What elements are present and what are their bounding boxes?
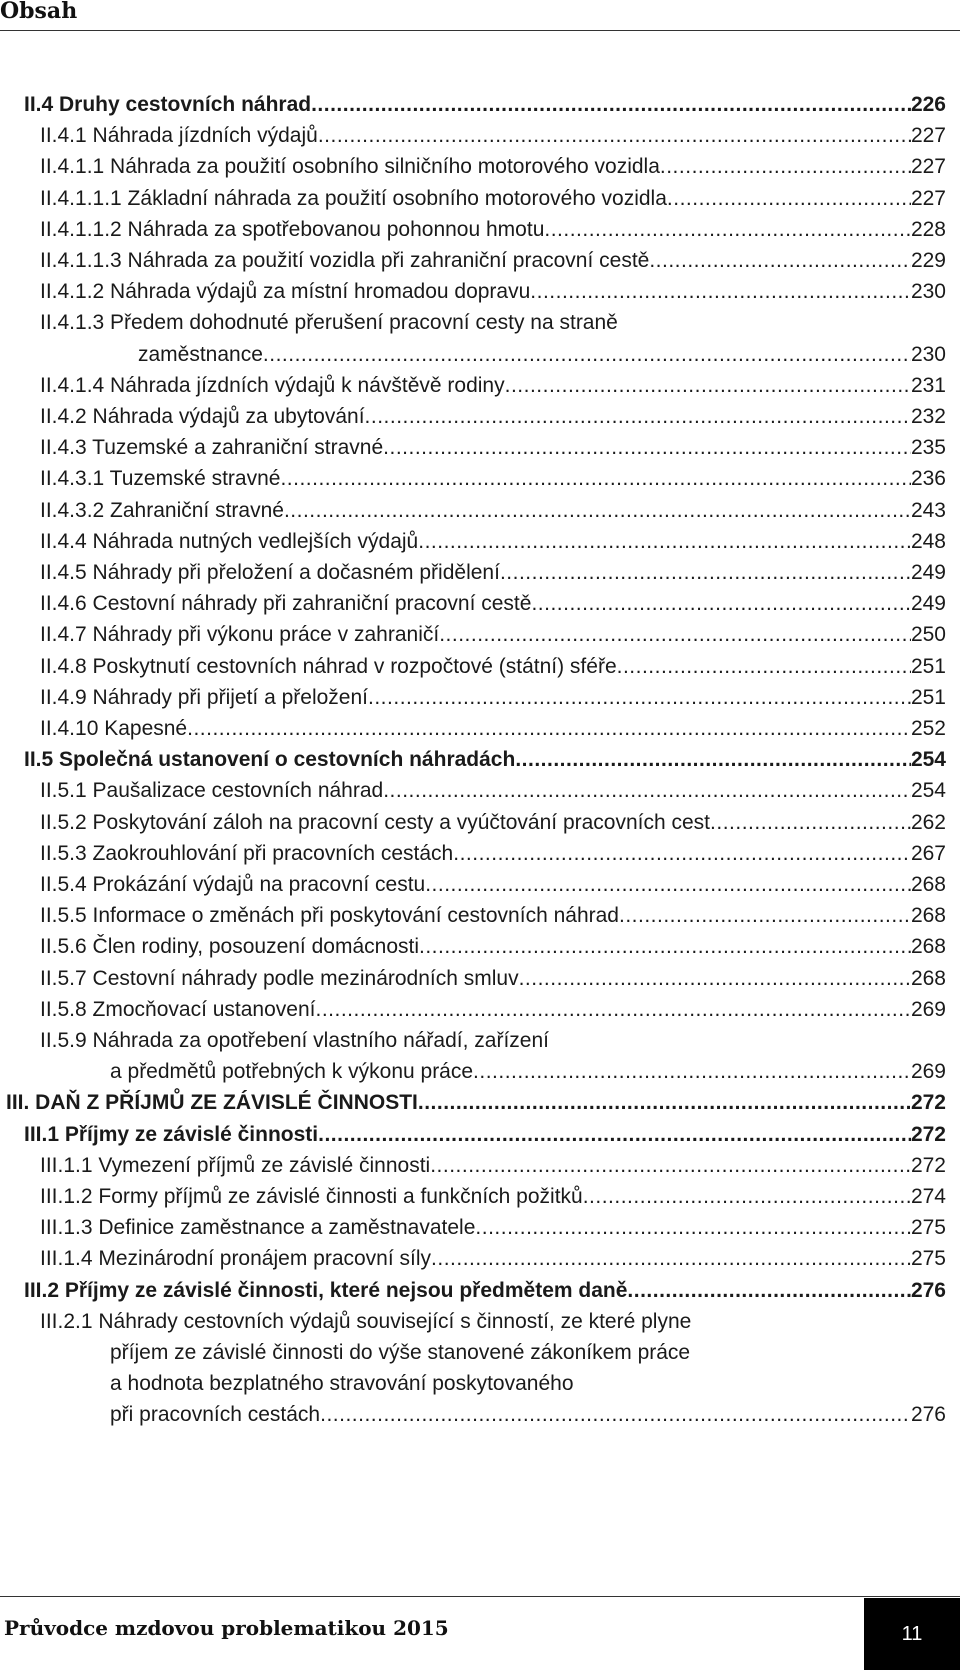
toc-entry[interactable] — [40, 433, 946, 463]
footer-publication-title: Průvodce mzdovou problematikou 2015 — [4, 1616, 449, 1640]
toc-page-number: 251 — [910, 654, 946, 678]
toc-entry-label: II.5.2 Poskytování záloh na pracovní cesty a vyúčtování pracovních cest — [40, 810, 711, 834]
dot-leader — [649, 246, 911, 276]
toc-entry-line: III.2.1 Náhrady cestovních výdajů související s činností, ze které plyne — [40, 1309, 692, 1333]
toc-page-number: 272 — [910, 1122, 946, 1146]
toc-entry-label: III.1.1 Vymezení příjmů ze závislé činnosti — [40, 1153, 431, 1177]
toc-entry-label: II.4.7 Náhrady při výkonu práce v zahraničí — [40, 623, 440, 647]
toc-entry[interactable] — [40, 589, 946, 619]
dot-leader — [531, 589, 911, 619]
toc-page-number: 228 — [910, 217, 946, 241]
toc-page-number: 269 — [910, 1060, 946, 1084]
toc-entry-label: II.4.3.2 Zahraniční stravné — [40, 498, 284, 522]
toc-entry-label: II.4.9 Náhrady při přijetí a přeložení — [40, 685, 369, 709]
dot-leader — [431, 1244, 911, 1274]
toc-entry-label: II.4.1.1.1 Základní náhrada za použití osobního motorového vozidla — [40, 186, 667, 210]
toc-entry[interactable] — [40, 683, 946, 713]
dot-leader — [418, 527, 911, 557]
dot-leader — [280, 464, 911, 494]
dot-leader — [505, 371, 911, 401]
toc-page-number: 274 — [910, 1185, 946, 1208]
toc-entry[interactable] — [40, 964, 946, 994]
toc-page-number: 250 — [910, 623, 946, 647]
toc-section-heading[interactable] — [6, 1088, 946, 1118]
dot-leader — [318, 121, 911, 151]
dot-leader — [530, 277, 911, 307]
toc-page-number: 231 — [910, 373, 946, 397]
toc-page-number: 252 — [910, 717, 946, 740]
dot-leader — [473, 1057, 911, 1087]
toc-page-number: 229 — [910, 249, 946, 272]
toc-entry[interactable] — [40, 464, 946, 494]
toc-entry[interactable] — [40, 652, 946, 682]
toc-entry-label: III.1.4 Mezinárodní pronájem pracovní síly — [40, 1247, 432, 1271]
toc-entry[interactable] — [40, 1151, 946, 1181]
toc-entry-label: II.4.1.2 Náhrada výdajů za místní hromadou dopravu — [40, 280, 531, 304]
toc-entry-label: II.4.1.4 Náhrada jízdních výdajů k návštěvě rodiny — [40, 373, 505, 397]
dot-leader — [475, 1213, 911, 1243]
toc-entry[interactable] — [40, 496, 946, 526]
toc-entry[interactable] — [40, 1244, 946, 1274]
toc-entry[interactable] — [40, 215, 946, 245]
toc-entry-label: III. DAŇ Z PŘÍJMŮ ZE ZÁVISLÉ ČINNOSTI — [6, 1091, 418, 1115]
dot-leader — [667, 184, 911, 214]
dot-leader — [419, 932, 911, 962]
toc-page-number: 248 — [910, 529, 946, 553]
toc-entry-label: II.5.6 Člen rodiny, posouzení domácnosti — [40, 935, 419, 959]
toc-page-number: 236 — [910, 467, 946, 491]
toc-entry[interactable] — [40, 277, 946, 307]
toc-entry[interactable] — [40, 402, 946, 432]
toc-page-number: 249 — [910, 592, 946, 616]
toc-section-heading[interactable] — [24, 90, 946, 120]
toc-entry[interactable] — [40, 527, 946, 557]
toc-entry-label: II.5.5 Informace o změnách při poskytování cestovních náhrad — [40, 904, 619, 928]
dot-leader — [544, 215, 911, 245]
toc-entry-line: II.4.1.3 Předem dohodnuté přerušení pracovní cesty na straně — [40, 311, 618, 335]
page-header-title: Obsah — [0, 0, 78, 24]
toc-entry-label: zaměstnance — [138, 342, 263, 366]
toc-entry[interactable] — [138, 340, 946, 370]
toc-entry[interactable] — [110, 1400, 946, 1430]
dot-leader — [365, 402, 911, 432]
toc-entry-label: II.5 Společná ustanovení o cestovních náhradách — [24, 748, 516, 772]
toc-page-number: 254 — [910, 748, 946, 772]
toc-section-heading[interactable] — [24, 1120, 946, 1150]
toc-page-number: 254 — [910, 779, 946, 803]
toc-entry-label: II.4.1.1.2 Náhrada za spotřebovanou pohonnou hmotu — [40, 217, 545, 241]
dot-leader — [660, 152, 911, 182]
toc-page-number: 226 — [910, 93, 946, 116]
toc-entry-label: II.4.1.1 Náhrada za použití osobního silničního motorového vozidla — [40, 155, 660, 179]
toc-entry[interactable] — [40, 246, 946, 276]
dot-leader — [383, 433, 911, 463]
toc-entry[interactable] — [40, 184, 946, 214]
toc-entry-line: příjem ze závislé činnosti do výše stanovené zákoníkem práce — [110, 1341, 691, 1364]
toc-entry[interactable] — [40, 995, 946, 1025]
dot-leader — [418, 1088, 911, 1118]
toc-entry-label: III.1.3 Definice zaměstnance a zaměstnavatele — [40, 1216, 476, 1240]
toc-entry-label: II.5.1 Paušalizace cestovních náhrad — [40, 779, 384, 803]
dot-leader — [263, 340, 911, 370]
toc-section-heading[interactable] — [24, 745, 946, 775]
toc-entry[interactable] — [40, 714, 946, 744]
toc-entry-label: II.5.7 Cestovní náhrady podle mezinárodních smluv — [40, 966, 519, 990]
toc-page-number: 276 — [910, 1403, 946, 1427]
dot-leader — [617, 652, 911, 682]
toc-page-number: 268 — [910, 904, 946, 928]
toc-page-number: 232 — [910, 405, 946, 428]
toc-entry-label: II.4.1 Náhrada jízdních výdajů — [40, 124, 318, 148]
dot-leader — [425, 870, 911, 900]
toc-entry[interactable] — [40, 620, 946, 650]
toc-entry-label: II.4.4 Náhrada nutných vedlejších výdajů — [40, 529, 419, 553]
dot-leader — [710, 808, 911, 838]
toc-page-number: 268 — [910, 966, 946, 990]
toc-page-number: 230 — [910, 280, 946, 304]
toc-entry[interactable] — [40, 558, 946, 588]
toc-page-number: 272 — [910, 1091, 946, 1115]
toc-entry[interactable] — [40, 932, 946, 962]
dot-leader — [583, 1182, 911, 1212]
dot-leader — [500, 558, 911, 588]
toc-page-number: 275 — [910, 1247, 946, 1271]
toc-entry-label: II.5.3 Zaokrouhlování při pracovních cestách — [40, 841, 454, 865]
toc-entry[interactable] — [40, 901, 946, 931]
toc-entry-label: II.4.6 Cestovní náhrady při zahraniční pracovní cestě — [40, 592, 532, 616]
toc-page-number: 227 — [910, 186, 946, 210]
footer-page-number: 11 — [864, 1598, 960, 1670]
toc-entry[interactable] — [40, 152, 946, 182]
toc-page-number: 269 — [910, 997, 946, 1021]
toc-page-number: 227 — [910, 124, 946, 148]
toc-section-heading[interactable] — [24, 1276, 946, 1306]
toc-entry-label: II.4.10 Kapesné — [40, 717, 188, 740]
toc-entry[interactable] — [40, 870, 946, 900]
toc-page-number: 272 — [910, 1153, 946, 1177]
toc-page-number: 267 — [910, 841, 946, 865]
toc-page-number: 276 — [910, 1278, 946, 1302]
toc-entry-label: II.4 Druhy cestovních náhrad — [24, 93, 312, 116]
dot-leader — [368, 683, 911, 713]
toc-entry[interactable] — [40, 776, 946, 806]
dot-leader — [515, 745, 911, 775]
toc-entry[interactable] — [40, 121, 946, 151]
toc-entry-line: a hodnota bezplatného stravování poskytovaného — [110, 1372, 574, 1396]
toc-entry-line: II.5.9 Náhrada za opotřebení vlastního nářadí, zařízení — [40, 1029, 549, 1052]
toc-entry[interactable] — [40, 1213, 946, 1243]
dot-leader — [430, 1151, 911, 1181]
toc-page-number: 249 — [910, 561, 946, 584]
toc-page-number: 275 — [910, 1216, 946, 1240]
dot-leader — [439, 620, 911, 650]
toc-entry[interactable] — [40, 1182, 946, 1212]
toc-entry-label: III.2 Příjmy ze závislé činnosti, které nejsou předmětem daně — [24, 1278, 628, 1302]
toc-page-number: 227 — [910, 155, 946, 179]
toc-page-number: 230 — [910, 342, 946, 366]
toc-page-number: 243 — [910, 498, 946, 522]
toc-page-number: 268 — [910, 935, 946, 959]
toc-page-number: 268 — [910, 873, 946, 896]
toc-page-number: 235 — [910, 436, 946, 460]
dot-leader — [187, 714, 911, 744]
toc-page-number: 262 — [910, 810, 946, 834]
dot-leader — [318, 1120, 911, 1150]
toc-entry[interactable] — [40, 808, 946, 838]
dot-leader — [315, 995, 910, 1025]
toc-entry[interactable] — [110, 1057, 946, 1087]
dot-leader — [383, 776, 911, 806]
toc-entry-label: II.4.3 Tuzemské a zahraniční stravné — [40, 436, 384, 460]
dot-leader — [284, 496, 911, 526]
footer-divider — [0, 1596, 960, 1597]
toc-entry[interactable] — [40, 371, 946, 401]
dot-leader — [453, 839, 911, 869]
toc-entry-label: III.1 Příjmy ze závislé činnosti — [24, 1122, 319, 1146]
toc-page-number: 251 — [910, 685, 946, 709]
toc-entry-label: II.4.1.1.3 Náhrada za použití vozidla při zahraniční pracovní cestě — [40, 249, 650, 272]
dot-leader — [311, 90, 911, 120]
dot-leader — [619, 901, 911, 931]
dot-leader — [519, 964, 911, 994]
header-divider — [0, 30, 960, 31]
toc-entry-label: při pracovních cestách — [110, 1403, 321, 1427]
toc-entry-label: a předmětů potřebných k výkonu práce — [110, 1060, 474, 1084]
toc-entry-label: II.4.5 Náhrady při přeložení a dočasném přidělení — [40, 561, 500, 584]
toc-entry-label: II.5.4 Prokázání výdajů na pracovní cestu — [40, 873, 426, 896]
toc-entry-label: III.1.2 Formy příjmů ze závislé činnosti a funkčních požitků — [40, 1185, 583, 1208]
toc-entry[interactable] — [40, 839, 946, 869]
dot-leader — [320, 1400, 911, 1430]
toc-entry-label: II.4.2 Náhrada výdajů za ubytování — [40, 405, 365, 428]
toc-entry-label: II.4.8 Poskytnutí cestovních náhrad v rozpočtové (státní) sféře — [40, 654, 617, 678]
dot-leader — [627, 1276, 911, 1306]
toc-entry-label: II.5.8 Zmocňovací ustanovení — [40, 997, 316, 1021]
toc-entry-label: II.4.3.1 Tuzemské stravné — [40, 467, 281, 491]
